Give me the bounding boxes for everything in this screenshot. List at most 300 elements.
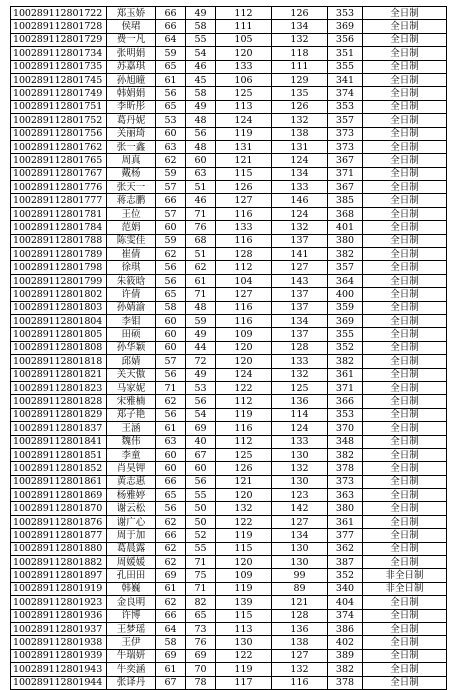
candidate-id-cell: 100289112801799 bbox=[11, 274, 107, 287]
table-row bbox=[11, 636, 447, 649]
candidate-id-cell: 100289112801944 bbox=[11, 676, 107, 689]
foreign-language-score-cell: 71 bbox=[186, 556, 216, 569]
subject-two-score-cell: 146 bbox=[272, 194, 328, 207]
study-mode-cell: 全日制 bbox=[363, 636, 447, 649]
table-row bbox=[11, 181, 447, 194]
name-cell: 葛晨露 bbox=[107, 542, 156, 555]
candidate-id-cell: 100289112801804 bbox=[11, 314, 107, 327]
politics-score-cell: 62 bbox=[156, 542, 186, 555]
total-score-cell: 380 bbox=[328, 234, 363, 247]
subject-two-score-cell: 132 bbox=[272, 368, 328, 381]
total-score-cell: 374 bbox=[328, 609, 363, 622]
foreign-language-score-cell: 55 bbox=[186, 489, 216, 502]
politics-score-cell: 60 bbox=[156, 448, 186, 461]
study-mode-cell: 全日制 bbox=[363, 248, 447, 261]
subject-one-score-cell: 112 bbox=[216, 395, 272, 408]
total-score-cell: 352 bbox=[328, 341, 363, 354]
subject-one-score-cell: 112 bbox=[216, 7, 272, 20]
candidate-id-cell: 100289112801939 bbox=[11, 649, 107, 662]
politics-score-cell: 65 bbox=[156, 489, 186, 502]
study-mode-cell: 全日制 bbox=[363, 20, 447, 33]
subject-two-score-cell: 99 bbox=[272, 569, 328, 582]
subject-one-score-cell: 124 bbox=[216, 368, 272, 381]
total-score-cell: 341 bbox=[328, 73, 363, 86]
total-score-cell: 373 bbox=[328, 475, 363, 488]
candidate-id-cell: 100289112801919 bbox=[11, 582, 107, 595]
subject-two-score-cell: 124 bbox=[272, 154, 328, 167]
subject-one-score-cell: 112 bbox=[216, 261, 272, 274]
table-row bbox=[11, 622, 447, 635]
politics-score-cell: 59 bbox=[156, 167, 186, 180]
politics-score-cell: 64 bbox=[156, 33, 186, 46]
politics-score-cell: 65 bbox=[156, 288, 186, 301]
name-cell: 蒋志鹏 bbox=[107, 194, 156, 207]
subject-one-score-cell: 131 bbox=[216, 140, 272, 153]
subject-one-score-cell: 126 bbox=[216, 181, 272, 194]
subject-two-score-cell: 137 bbox=[272, 288, 328, 301]
subject-one-score-cell: 124 bbox=[216, 114, 272, 127]
subject-one-score-cell: 117 bbox=[216, 676, 272, 689]
foreign-language-score-cell: 73 bbox=[186, 622, 216, 635]
study-mode-cell: 全日制 bbox=[363, 181, 447, 194]
name-cell: 周于加 bbox=[107, 529, 156, 542]
candidate-id-cell: 100289112801808 bbox=[11, 341, 107, 354]
study-mode-cell: 全日制 bbox=[363, 663, 447, 676]
candidate-id-cell: 100289112801802 bbox=[11, 288, 107, 301]
study-mode-cell: 全日制 bbox=[363, 448, 447, 461]
politics-score-cell: 63 bbox=[156, 140, 186, 153]
study-mode-cell: 全日制 bbox=[363, 207, 447, 220]
foreign-language-score-cell: 61 bbox=[186, 274, 216, 287]
name-cell: 王涵 bbox=[107, 422, 156, 435]
name-cell: 陈雯佳 bbox=[107, 234, 156, 247]
politics-score-cell: 56 bbox=[156, 87, 186, 100]
name-cell: 孙华颖 bbox=[107, 341, 156, 354]
table-row bbox=[11, 100, 447, 113]
foreign-language-score-cell: 44 bbox=[186, 341, 216, 354]
subject-two-score-cell: 136 bbox=[272, 622, 328, 635]
table-row bbox=[11, 569, 447, 582]
subject-two-score-cell: 136 bbox=[272, 395, 328, 408]
table-row bbox=[11, 60, 447, 73]
subject-two-score-cell: 141 bbox=[272, 248, 328, 261]
name-cell: 邱婧 bbox=[107, 355, 156, 368]
total-score-cell: 362 bbox=[328, 542, 363, 555]
study-mode-cell: 全日制 bbox=[363, 234, 447, 247]
politics-score-cell: 58 bbox=[156, 301, 186, 314]
foreign-language-score-cell: 70 bbox=[186, 663, 216, 676]
subject-one-score-cell: 120 bbox=[216, 489, 272, 502]
table-row bbox=[11, 448, 447, 461]
politics-score-cell: 61 bbox=[156, 582, 186, 595]
foreign-language-score-cell: 71 bbox=[186, 207, 216, 220]
table-row bbox=[11, 676, 447, 689]
candidate-id-cell: 100289112801728 bbox=[11, 20, 107, 33]
subject-two-score-cell: 130 bbox=[272, 556, 328, 569]
subject-two-score-cell: 138 bbox=[272, 127, 328, 140]
politics-score-cell: 60 bbox=[156, 127, 186, 140]
total-score-cell: 382 bbox=[328, 663, 363, 676]
table-row bbox=[11, 87, 447, 100]
table-row bbox=[11, 207, 447, 220]
subject-one-score-cell: 119 bbox=[216, 408, 272, 421]
total-score-cell: 370 bbox=[328, 422, 363, 435]
name-cell: 戴杨 bbox=[107, 167, 156, 180]
foreign-language-score-cell: 69 bbox=[186, 422, 216, 435]
subject-two-score-cell: 134 bbox=[272, 314, 328, 327]
candidate-id-cell: 100289112801869 bbox=[11, 489, 107, 502]
study-mode-cell: 非全日制 bbox=[363, 582, 447, 595]
subject-one-score-cell: 115 bbox=[216, 167, 272, 180]
study-mode-cell: 全日制 bbox=[363, 462, 447, 475]
study-mode-cell: 全日制 bbox=[363, 47, 447, 60]
candidate-id-cell: 100289112801735 bbox=[11, 60, 107, 73]
study-mode-cell: 全日制 bbox=[363, 154, 447, 167]
name-cell: 黄志惠 bbox=[107, 475, 156, 488]
subject-one-score-cell: 133 bbox=[216, 60, 272, 73]
foreign-language-score-cell: 56 bbox=[186, 127, 216, 140]
name-cell: 张明娟 bbox=[107, 47, 156, 60]
total-score-cell: 367 bbox=[328, 181, 363, 194]
subject-two-score-cell: 111 bbox=[272, 60, 328, 73]
candidate-id-cell: 100289112801882 bbox=[11, 556, 107, 569]
subject-one-score-cell: 122 bbox=[216, 515, 272, 528]
study-mode-cell: 全日制 bbox=[363, 87, 447, 100]
subject-two-score-cell: 89 bbox=[272, 582, 328, 595]
name-cell: 王伊 bbox=[107, 636, 156, 649]
candidate-id-cell: 100289112801777 bbox=[11, 194, 107, 207]
table-row bbox=[11, 395, 447, 408]
table-row bbox=[11, 314, 447, 327]
foreign-language-score-cell: 52 bbox=[186, 529, 216, 542]
foreign-language-score-cell: 48 bbox=[186, 140, 216, 153]
foreign-language-score-cell: 60 bbox=[186, 154, 216, 167]
table-row bbox=[11, 582, 447, 595]
subject-two-score-cell: 137 bbox=[272, 234, 328, 247]
table-row bbox=[11, 328, 447, 341]
subject-two-score-cell: 130 bbox=[272, 542, 328, 555]
subject-one-score-cell: 105 bbox=[216, 33, 272, 46]
subject-two-score-cell: 133 bbox=[272, 181, 328, 194]
politics-score-cell: 57 bbox=[156, 207, 186, 220]
total-score-cell: 355 bbox=[328, 60, 363, 73]
table-row bbox=[11, 274, 447, 287]
name-cell: 苏嘉琪 bbox=[107, 60, 156, 73]
name-cell: 徐琪 bbox=[107, 261, 156, 274]
table-row bbox=[11, 489, 447, 502]
subject-two-score-cell: 114 bbox=[272, 408, 328, 421]
subject-one-score-cell: 125 bbox=[216, 448, 272, 461]
table-row bbox=[11, 408, 447, 421]
subject-two-score-cell: 132 bbox=[272, 114, 328, 127]
candidate-id-cell: 100289112801781 bbox=[11, 207, 107, 220]
total-score-cell: 353 bbox=[328, 7, 363, 20]
table-row bbox=[11, 301, 447, 314]
name-cell: 肖昊钾 bbox=[107, 462, 156, 475]
politics-score-cell: 57 bbox=[156, 355, 186, 368]
candidate-id-cell: 100289112801897 bbox=[11, 569, 107, 582]
politics-score-cell: 60 bbox=[156, 221, 186, 234]
candidate-id-cell: 100289112801870 bbox=[11, 502, 107, 515]
candidate-id-cell: 100289112801784 bbox=[11, 221, 107, 234]
subject-one-score-cell: 122 bbox=[216, 381, 272, 394]
total-score-cell: 361 bbox=[328, 515, 363, 528]
study-mode-cell: 全日制 bbox=[363, 100, 447, 113]
name-cell: 许倩 bbox=[107, 288, 156, 301]
study-mode-cell: 全日制 bbox=[363, 596, 447, 609]
candidate-id-cell: 100289112801821 bbox=[11, 368, 107, 381]
study-mode-cell: 全日制 bbox=[363, 515, 447, 528]
subject-one-score-cell: 112 bbox=[216, 435, 272, 448]
table-row bbox=[11, 154, 447, 167]
study-mode-cell: 全日制 bbox=[363, 422, 447, 435]
name-cell: 葛丹妮 bbox=[107, 114, 156, 127]
table-row bbox=[11, 221, 447, 234]
name-cell: 牛瑞妍 bbox=[107, 649, 156, 662]
politics-score-cell: 56 bbox=[156, 408, 186, 421]
subject-one-score-cell: 121 bbox=[216, 475, 272, 488]
total-score-cell: 361 bbox=[328, 368, 363, 381]
politics-score-cell: 62 bbox=[156, 596, 186, 609]
study-mode-cell: 全日制 bbox=[363, 542, 447, 555]
study-mode-cell: 全日制 bbox=[363, 649, 447, 662]
table-row bbox=[11, 73, 447, 86]
name-cell: 张译丹 bbox=[107, 676, 156, 689]
candidate-id-cell: 100289112801936 bbox=[11, 609, 107, 622]
foreign-language-score-cell: 55 bbox=[186, 542, 216, 555]
total-score-cell: 367 bbox=[328, 154, 363, 167]
table-row bbox=[11, 649, 447, 662]
subject-one-score-cell: 127 bbox=[216, 194, 272, 207]
candidate-id-cell: 100289112801751 bbox=[11, 100, 107, 113]
foreign-language-score-cell: 49 bbox=[186, 328, 216, 341]
subject-two-score-cell: 131 bbox=[272, 140, 328, 153]
subject-one-score-cell: 113 bbox=[216, 100, 272, 113]
table-row bbox=[11, 33, 447, 46]
name-cell: 范娟 bbox=[107, 221, 156, 234]
subject-two-score-cell: 128 bbox=[272, 341, 328, 354]
candidate-id-cell: 100289112801837 bbox=[11, 422, 107, 435]
subject-one-score-cell: 116 bbox=[216, 234, 272, 247]
study-mode-cell: 全日制 bbox=[363, 7, 447, 20]
study-mode-cell: 全日制 bbox=[363, 556, 447, 569]
table-row bbox=[11, 47, 447, 60]
candidate-id-cell: 100289112801841 bbox=[11, 435, 107, 448]
candidate-id-cell: 100289112801877 bbox=[11, 529, 107, 542]
politics-score-cell: 61 bbox=[156, 663, 186, 676]
total-score-cell: 357 bbox=[328, 114, 363, 127]
politics-score-cell: 60 bbox=[156, 314, 186, 327]
total-score-cell: 368 bbox=[328, 207, 363, 220]
name-cell: 金良明 bbox=[107, 596, 156, 609]
study-mode-cell: 非全日制 bbox=[363, 569, 447, 582]
foreign-language-score-cell: 54 bbox=[186, 47, 216, 60]
subject-two-score-cell: 134 bbox=[272, 529, 328, 542]
politics-score-cell: 59 bbox=[156, 47, 186, 60]
study-mode-cell: 全日制 bbox=[363, 301, 447, 314]
subject-one-score-cell: 120 bbox=[216, 341, 272, 354]
candidate-id-cell: 100289112801734 bbox=[11, 47, 107, 60]
total-score-cell: 400 bbox=[328, 288, 363, 301]
subject-two-score-cell: 134 bbox=[272, 167, 328, 180]
total-score-cell: 373 bbox=[328, 140, 363, 153]
total-score-cell: 385 bbox=[328, 194, 363, 207]
candidate-id-cell: 100289112801745 bbox=[11, 73, 107, 86]
name-cell: 孔田田 bbox=[107, 569, 156, 582]
table-row bbox=[11, 475, 447, 488]
total-score-cell: 401 bbox=[328, 221, 363, 234]
subject-two-score-cell: 127 bbox=[272, 649, 328, 662]
total-score-cell: 352 bbox=[328, 569, 363, 582]
politics-score-cell: 59 bbox=[156, 234, 186, 247]
foreign-language-score-cell: 45 bbox=[186, 73, 216, 86]
candidate-id-cell: 100289112801798 bbox=[11, 261, 107, 274]
subject-two-score-cell: 130 bbox=[272, 475, 328, 488]
foreign-language-score-cell: 67 bbox=[186, 448, 216, 461]
politics-score-cell: 61 bbox=[156, 422, 186, 435]
name-cell: 许博 bbox=[107, 609, 156, 622]
politics-score-cell: 62 bbox=[156, 395, 186, 408]
table-row bbox=[11, 556, 447, 569]
foreign-language-score-cell: 60 bbox=[186, 462, 216, 475]
politics-score-cell: 66 bbox=[156, 529, 186, 542]
name-cell: 郑玉娇 bbox=[107, 7, 156, 20]
total-score-cell: 355 bbox=[328, 328, 363, 341]
total-score-cell: 382 bbox=[328, 355, 363, 368]
subject-one-score-cell: 128 bbox=[216, 248, 272, 261]
foreign-language-score-cell: 54 bbox=[186, 408, 216, 421]
subject-one-score-cell: 116 bbox=[216, 301, 272, 314]
candidate-id-cell: 100289112801861 bbox=[11, 475, 107, 488]
study-mode-cell: 全日制 bbox=[363, 274, 447, 287]
subject-one-score-cell: 126 bbox=[216, 462, 272, 475]
study-mode-cell: 全日制 bbox=[363, 435, 447, 448]
foreign-language-score-cell: 53 bbox=[186, 381, 216, 394]
candidate-id-cell: 100289112801876 bbox=[11, 515, 107, 528]
table-row bbox=[11, 261, 447, 274]
total-score-cell: 382 bbox=[328, 448, 363, 461]
study-mode-cell: 全日制 bbox=[363, 60, 447, 73]
table-row bbox=[11, 435, 447, 448]
candidate-id-cell: 100289112801776 bbox=[11, 181, 107, 194]
study-mode-cell: 全日制 bbox=[363, 328, 447, 341]
foreign-language-score-cell: 72 bbox=[186, 355, 216, 368]
name-cell: 李钼 bbox=[107, 314, 156, 327]
foreign-language-score-cell: 51 bbox=[186, 248, 216, 261]
subject-two-score-cell: 124 bbox=[272, 422, 328, 435]
subject-one-score-cell: 130 bbox=[216, 636, 272, 649]
politics-score-cell: 64 bbox=[156, 622, 186, 635]
name-cell: 李童 bbox=[107, 448, 156, 461]
candidate-id-cell: 100289112801805 bbox=[11, 328, 107, 341]
politics-score-cell: 56 bbox=[156, 274, 186, 287]
table-row bbox=[11, 515, 447, 528]
subject-one-score-cell: 133 bbox=[216, 221, 272, 234]
foreign-language-score-cell: 58 bbox=[186, 87, 216, 100]
name-cell: 张天一 bbox=[107, 181, 156, 194]
subject-one-score-cell: 116 bbox=[216, 207, 272, 220]
foreign-language-score-cell: 68 bbox=[186, 234, 216, 247]
foreign-language-score-cell: 55 bbox=[186, 33, 216, 46]
candidate-id-cell: 100289112801756 bbox=[11, 127, 107, 140]
study-mode-cell: 全日制 bbox=[363, 73, 447, 86]
name-cell: 牛奕涵 bbox=[107, 663, 156, 676]
total-score-cell: 387 bbox=[328, 556, 363, 569]
study-mode-cell: 全日制 bbox=[363, 127, 447, 140]
candidate-id-cell: 100289112801852 bbox=[11, 462, 107, 475]
total-score-cell: 404 bbox=[328, 596, 363, 609]
total-score-cell: 363 bbox=[328, 489, 363, 502]
table-row bbox=[11, 462, 447, 475]
study-mode-cell: 全日制 bbox=[363, 395, 447, 408]
total-score-cell: 380 bbox=[328, 502, 363, 515]
total-score-cell: 369 bbox=[328, 20, 363, 33]
subject-two-score-cell: 129 bbox=[272, 73, 328, 86]
name-cell: 魏伟 bbox=[107, 435, 156, 448]
subject-one-score-cell: 116 bbox=[216, 314, 272, 327]
politics-score-cell: 60 bbox=[156, 462, 186, 475]
candidate-id-cell: 100289112801765 bbox=[11, 154, 107, 167]
politics-score-cell: 69 bbox=[156, 569, 186, 582]
total-score-cell: 378 bbox=[328, 676, 363, 689]
name-cell: 周真 bbox=[107, 154, 156, 167]
study-mode-cell: 全日制 bbox=[363, 221, 447, 234]
name-cell: 韩巍 bbox=[107, 582, 156, 595]
total-score-cell: 364 bbox=[328, 274, 363, 287]
subject-two-score-cell: 142 bbox=[272, 502, 328, 515]
study-mode-cell: 全日制 bbox=[363, 355, 447, 368]
name-cell: 韩娟娟 bbox=[107, 87, 156, 100]
total-score-cell: 402 bbox=[328, 636, 363, 649]
subject-one-score-cell: 119 bbox=[216, 127, 272, 140]
politics-score-cell: 65 bbox=[156, 100, 186, 113]
subject-one-score-cell: 121 bbox=[216, 154, 272, 167]
name-cell: 侯珺 bbox=[107, 20, 156, 33]
subject-one-score-cell: 115 bbox=[216, 609, 272, 622]
total-score-cell: 351 bbox=[328, 47, 363, 60]
study-mode-cell: 全日制 bbox=[363, 314, 447, 327]
subject-one-score-cell: 106 bbox=[216, 73, 272, 86]
politics-score-cell: 56 bbox=[156, 368, 186, 381]
table-row bbox=[11, 140, 447, 153]
foreign-language-score-cell: 46 bbox=[186, 194, 216, 207]
study-mode-cell: 全日制 bbox=[363, 194, 447, 207]
subject-two-score-cell: 125 bbox=[272, 381, 328, 394]
total-score-cell: 369 bbox=[328, 314, 363, 327]
table-row bbox=[11, 422, 447, 435]
subject-two-score-cell: 126 bbox=[272, 7, 328, 20]
subject-two-score-cell: 138 bbox=[272, 636, 328, 649]
subject-two-score-cell: 133 bbox=[272, 355, 328, 368]
subject-one-score-cell: 119 bbox=[216, 529, 272, 542]
table-row bbox=[11, 663, 447, 676]
table-row bbox=[11, 502, 447, 515]
subject-one-score-cell: 122 bbox=[216, 649, 272, 662]
foreign-language-score-cell: 46 bbox=[186, 60, 216, 73]
study-mode-cell: 全日制 bbox=[363, 529, 447, 542]
table-row bbox=[11, 368, 447, 381]
candidate-id-cell: 100289112801823 bbox=[11, 381, 107, 394]
name-cell: 谢广心 bbox=[107, 515, 156, 528]
study-mode-cell: 全日制 bbox=[363, 167, 447, 180]
subject-one-score-cell: 116 bbox=[216, 422, 272, 435]
total-score-cell: 356 bbox=[328, 33, 363, 46]
foreign-language-score-cell: 69 bbox=[186, 649, 216, 662]
foreign-language-score-cell: 75 bbox=[186, 569, 216, 582]
name-cell: 宋雅楠 bbox=[107, 395, 156, 408]
politics-score-cell: 69 bbox=[156, 649, 186, 662]
politics-score-cell: 67 bbox=[156, 676, 186, 689]
